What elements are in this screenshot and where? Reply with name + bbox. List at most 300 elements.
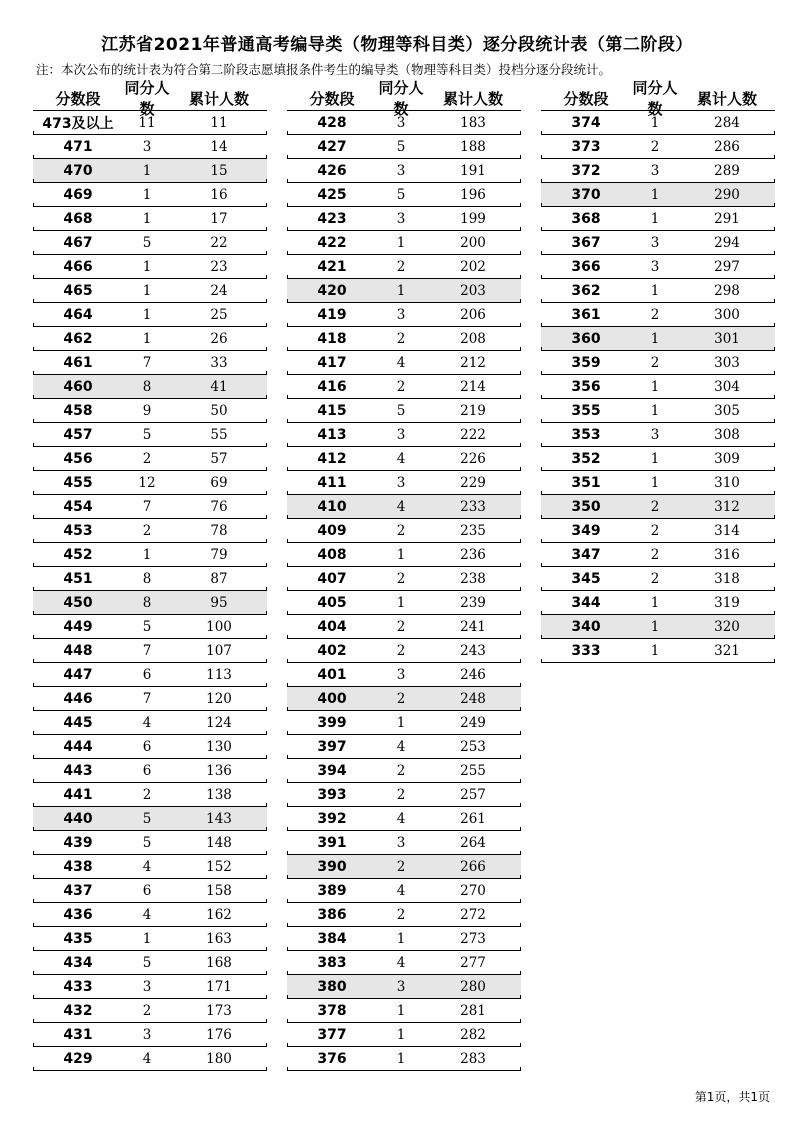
same-count-cell: 3 xyxy=(396,114,406,131)
score-cell: 416 xyxy=(317,378,347,395)
cumulative-count-cell: 143 xyxy=(206,810,232,827)
table-row xyxy=(33,807,267,831)
same-count-cell: 7 xyxy=(142,354,152,371)
cumulative-count-cell: 291 xyxy=(714,210,740,227)
table-row xyxy=(33,1023,267,1047)
score-cell: 471 xyxy=(63,138,93,155)
cumulative-count-cell: 124 xyxy=(206,714,232,731)
table-row xyxy=(287,207,521,231)
score-cell: 466 xyxy=(63,258,93,275)
table-row xyxy=(33,615,267,639)
same-count-cell: 1 xyxy=(650,282,660,299)
cumulative-count-cell: 24 xyxy=(210,282,228,299)
same-count-cell: 1 xyxy=(142,930,152,947)
cumulative-count-cell: 25 xyxy=(210,306,228,323)
same-count-cell: 2 xyxy=(396,786,406,803)
cumulative-count-cell: 222 xyxy=(460,426,486,443)
table-row xyxy=(287,327,521,351)
cumulative-count-cell: 202 xyxy=(460,258,486,275)
cumulative-count-cell: 303 xyxy=(714,354,740,371)
cumulative-count-cell: 266 xyxy=(460,858,486,875)
same-count-cell: 3 xyxy=(650,162,660,179)
score-cell: 399 xyxy=(317,714,347,731)
cumulative-count-cell: 235 xyxy=(460,522,486,539)
table-row xyxy=(287,639,521,663)
score-cell: 389 xyxy=(317,882,347,899)
table-row xyxy=(287,927,521,951)
cumulative-count-cell: 14 xyxy=(210,138,228,155)
table-row xyxy=(541,591,775,615)
same-count-cell: 1 xyxy=(142,186,152,203)
cumulative-count-cell: 255 xyxy=(460,762,486,779)
score-cell: 426 xyxy=(317,162,347,179)
cumulative-count-cell: 16 xyxy=(210,186,228,203)
table-row xyxy=(33,495,267,519)
table-row xyxy=(33,231,267,255)
table-row xyxy=(33,447,267,471)
score-cell: 419 xyxy=(317,306,347,323)
table-row xyxy=(33,207,267,231)
table-row xyxy=(287,591,521,615)
cumulative-count-cell: 26 xyxy=(210,330,228,347)
cumulative-count-cell: 15 xyxy=(210,162,228,179)
score-cell: 362 xyxy=(571,282,601,299)
same-count-cell: 3 xyxy=(396,306,406,323)
cumulative-count-cell: 241 xyxy=(460,618,486,635)
same-count-cell: 3 xyxy=(396,978,406,995)
table-row xyxy=(287,735,521,759)
table-row xyxy=(541,519,775,543)
same-count-cell: 3 xyxy=(650,258,660,275)
score-cell: 446 xyxy=(63,690,93,707)
cumulative-count-cell: 300 xyxy=(714,306,740,323)
header-score: 分数段 xyxy=(563,89,609,108)
score-cell: 360 xyxy=(571,330,601,347)
cumulative-count-cell: 298 xyxy=(714,282,740,299)
same-count-cell: 4 xyxy=(396,810,406,827)
same-count-cell: 3 xyxy=(396,426,406,443)
score-cell: 436 xyxy=(63,906,93,923)
cumulative-count-cell: 320 xyxy=(714,618,740,635)
same-count-cell: 1 xyxy=(650,450,660,467)
same-count-cell: 2 xyxy=(142,522,152,539)
table-row xyxy=(287,279,521,303)
score-cell: 400 xyxy=(317,690,347,707)
table-row xyxy=(33,111,267,135)
table-row xyxy=(33,951,267,975)
table-row xyxy=(541,135,775,159)
score-cell: 377 xyxy=(317,1026,347,1043)
score-cell: 411 xyxy=(317,474,347,491)
cumulative-count-cell: 203 xyxy=(460,282,486,299)
table-row xyxy=(287,471,521,495)
score-cell: 393 xyxy=(317,786,347,803)
score-cell: 340 xyxy=(571,618,601,635)
same-count-cell: 2 xyxy=(396,618,406,635)
same-count-cell: 1 xyxy=(650,618,660,635)
score-cell: 349 xyxy=(571,522,601,539)
same-count-cell: 8 xyxy=(142,570,152,587)
score-cell: 470 xyxy=(63,162,93,179)
table-row xyxy=(287,447,521,471)
same-count-cell: 1 xyxy=(142,162,152,179)
score-cell: 456 xyxy=(63,450,93,467)
table-row xyxy=(33,711,267,735)
cumulative-count-cell: 22 xyxy=(210,234,228,251)
score-cell: 460 xyxy=(63,378,93,395)
same-count-cell: 9 xyxy=(142,402,152,419)
page-footer: 第1页，共1页 xyxy=(694,1090,770,1104)
score-cell: 351 xyxy=(571,474,601,491)
same-count-cell: 1 xyxy=(650,594,660,611)
same-count-cell: 5 xyxy=(396,138,406,155)
header-same: 同分人数 xyxy=(378,79,424,118)
header-score: 分数段 xyxy=(55,89,101,108)
cumulative-count-cell: 113 xyxy=(206,666,232,683)
table-row xyxy=(541,183,775,207)
cumulative-count-cell: 17 xyxy=(210,210,228,227)
table-row xyxy=(33,855,267,879)
same-count-cell: 1 xyxy=(396,594,406,611)
same-count-cell: 5 xyxy=(142,426,152,443)
same-count-cell: 6 xyxy=(142,666,152,683)
table-row xyxy=(33,1047,267,1071)
same-count-cell: 4 xyxy=(396,954,406,971)
score-cell: 421 xyxy=(317,258,347,275)
same-count-cell: 2 xyxy=(142,1002,152,1019)
table-row xyxy=(33,255,267,279)
score-cell: 437 xyxy=(63,882,93,899)
cumulative-count-cell: 289 xyxy=(714,162,740,179)
score-cell: 440 xyxy=(63,810,93,827)
table-row xyxy=(287,807,521,831)
same-count-cell: 2 xyxy=(396,330,406,347)
score-cell: 427 xyxy=(317,138,347,155)
same-count-cell: 1 xyxy=(650,474,660,491)
cumulative-count-cell: 281 xyxy=(460,1002,486,1019)
table-row xyxy=(33,183,267,207)
cumulative-count-cell: 314 xyxy=(714,522,740,539)
table-column-1 xyxy=(33,79,267,1071)
score-cell: 468 xyxy=(63,210,93,227)
score-cell: 407 xyxy=(317,570,347,587)
same-count-cell: 2 xyxy=(396,258,406,275)
same-count-cell: 4 xyxy=(142,906,152,923)
same-count-cell: 5 xyxy=(396,402,406,419)
cumulative-count-cell: 229 xyxy=(460,474,486,491)
score-cell: 432 xyxy=(63,1002,93,1019)
table-row xyxy=(33,375,267,399)
cumulative-count-cell: 107 xyxy=(206,642,232,659)
cumulative-count-cell: 69 xyxy=(210,474,228,491)
score-cell: 445 xyxy=(63,714,93,731)
cumulative-count-cell: 173 xyxy=(206,1002,232,1019)
cumulative-count-cell: 76 xyxy=(210,498,228,515)
score-cell: 434 xyxy=(63,954,93,971)
same-count-cell: 4 xyxy=(142,714,152,731)
score-cell: 413 xyxy=(317,426,347,443)
table-row xyxy=(541,111,775,135)
same-count-cell: 1 xyxy=(396,930,406,947)
table-row xyxy=(287,159,521,183)
table-row xyxy=(287,375,521,399)
cumulative-count-cell: 87 xyxy=(210,570,228,587)
cumulative-count-cell: 246 xyxy=(460,666,486,683)
score-cell: 370 xyxy=(571,186,601,203)
same-count-cell: 3 xyxy=(396,210,406,227)
same-count-cell: 1 xyxy=(142,210,152,227)
table-row xyxy=(33,975,267,999)
score-cell: 467 xyxy=(63,234,93,251)
table-row xyxy=(541,327,775,351)
score-cell: 383 xyxy=(317,954,347,971)
score-cell: 397 xyxy=(317,738,347,755)
score-cell: 418 xyxy=(317,330,347,347)
table-row xyxy=(33,831,267,855)
cumulative-count-cell: 171 xyxy=(206,978,232,995)
same-count-cell: 3 xyxy=(142,1026,152,1043)
score-cell: 408 xyxy=(317,546,347,563)
score-cell: 422 xyxy=(317,234,347,251)
same-count-cell: 1 xyxy=(650,642,660,659)
cumulative-count-cell: 78 xyxy=(210,522,228,539)
cumulative-count-cell: 176 xyxy=(206,1026,232,1043)
cumulative-count-cell: 290 xyxy=(714,186,740,203)
score-cell: 469 xyxy=(63,186,93,203)
same-count-cell: 3 xyxy=(396,834,406,851)
same-count-cell: 8 xyxy=(142,594,152,611)
table-row xyxy=(33,159,267,183)
same-count-cell: 1 xyxy=(650,186,660,203)
score-cell: 423 xyxy=(317,210,347,227)
table-row xyxy=(541,159,775,183)
same-count-cell: 5 xyxy=(142,954,152,971)
same-count-cell: 3 xyxy=(396,666,406,683)
cumulative-count-cell: 319 xyxy=(714,594,740,611)
score-cell: 359 xyxy=(571,354,601,371)
table-row xyxy=(541,615,775,639)
score-cell: 367 xyxy=(571,234,601,251)
same-count-cell: 2 xyxy=(396,642,406,659)
same-count-cell: 4 xyxy=(396,354,406,371)
table-row xyxy=(541,447,775,471)
score-cell: 439 xyxy=(63,834,93,851)
same-count-cell: 1 xyxy=(650,402,660,419)
score-cell: 352 xyxy=(571,450,601,467)
table-row xyxy=(287,543,521,567)
table-header xyxy=(33,79,267,118)
cumulative-count-cell: 180 xyxy=(206,1050,232,1067)
same-count-cell: 6 xyxy=(142,762,152,779)
score-cell: 452 xyxy=(63,546,93,563)
cumulative-count-cell: 272 xyxy=(460,906,486,923)
cumulative-count-cell: 11 xyxy=(210,114,228,131)
table-rows xyxy=(541,111,775,663)
table-header xyxy=(287,79,521,118)
score-cell: 394 xyxy=(317,762,347,779)
cumulative-count-cell: 148 xyxy=(206,834,232,851)
table-row xyxy=(33,927,267,951)
score-cell: 384 xyxy=(317,930,347,947)
cumulative-count-cell: 305 xyxy=(714,402,740,419)
cumulative-count-cell: 206 xyxy=(460,306,486,323)
score-cell: 441 xyxy=(63,786,93,803)
table-row xyxy=(33,351,267,375)
table-row xyxy=(541,279,775,303)
cumulative-count-cell: 286 xyxy=(714,138,740,155)
table-row xyxy=(541,639,775,663)
table-row xyxy=(287,783,521,807)
cumulative-count-cell: 233 xyxy=(460,498,486,515)
same-count-cell: 2 xyxy=(396,906,406,923)
score-cell: 401 xyxy=(317,666,347,683)
score-cell: 405 xyxy=(317,594,347,611)
same-count-cell: 1 xyxy=(650,210,660,227)
table-row xyxy=(287,303,521,327)
cumulative-count-cell: 310 xyxy=(714,474,740,491)
same-count-cell: 2 xyxy=(650,354,660,371)
score-cell: 347 xyxy=(571,546,601,563)
same-count-cell: 2 xyxy=(396,522,406,539)
score-cell: 380 xyxy=(317,978,347,995)
table-header xyxy=(541,79,775,118)
table-row xyxy=(33,543,267,567)
table-row xyxy=(541,303,775,327)
table-row xyxy=(287,879,521,903)
table-row xyxy=(287,711,521,735)
same-count-cell: 1 xyxy=(396,234,406,251)
table-note: 注：本次公布的统计表为符合第二阶段志愿填报条件考生的编导类（物理等科目类）投档分逐分段统计。 xyxy=(36,62,612,77)
score-cell: 428 xyxy=(317,114,347,131)
same-count-cell: 5 xyxy=(142,810,152,827)
score-cell: 462 xyxy=(63,330,93,347)
same-count-cell: 4 xyxy=(142,858,152,875)
cumulative-count-cell: 264 xyxy=(460,834,486,851)
score-cell: 431 xyxy=(63,1026,93,1043)
cumulative-count-cell: 312 xyxy=(714,498,740,515)
score-cell: 438 xyxy=(63,858,93,875)
score-cell: 410 xyxy=(317,498,347,515)
score-cell: 344 xyxy=(571,594,601,611)
table-row xyxy=(287,855,521,879)
same-count-cell: 1 xyxy=(396,546,406,563)
table-row xyxy=(541,423,775,447)
cumulative-count-cell: 50 xyxy=(210,402,228,419)
same-count-cell: 2 xyxy=(650,498,660,515)
cumulative-count-cell: 41 xyxy=(210,378,228,395)
cumulative-count-cell: 162 xyxy=(206,906,232,923)
score-cell: 465 xyxy=(63,282,93,299)
cumulative-count-cell: 226 xyxy=(460,450,486,467)
cumulative-count-cell: 208 xyxy=(460,330,486,347)
table-row xyxy=(287,951,521,975)
same-count-cell: 1 xyxy=(396,282,406,299)
header-cumulative: 累计人数 xyxy=(696,89,757,108)
same-count-cell: 2 xyxy=(650,138,660,155)
score-cell: 356 xyxy=(571,378,601,395)
score-cell: 435 xyxy=(63,930,93,947)
score-cell: 372 xyxy=(571,162,601,179)
table-row xyxy=(287,183,521,207)
same-count-cell: 1 xyxy=(396,1002,406,1019)
table-row xyxy=(33,567,267,591)
table-row xyxy=(287,1047,521,1071)
score-cell: 368 xyxy=(571,210,601,227)
table-row xyxy=(33,279,267,303)
table-row xyxy=(287,519,521,543)
header-same: 同分人数 xyxy=(632,79,678,118)
table-row xyxy=(33,687,267,711)
table-row xyxy=(33,423,267,447)
cumulative-count-cell: 294 xyxy=(714,234,740,251)
same-count-cell: 5 xyxy=(142,834,152,851)
table-rows xyxy=(33,111,267,1071)
score-cell: 454 xyxy=(63,498,93,515)
score-cell: 345 xyxy=(571,570,601,587)
cumulative-count-cell: 183 xyxy=(460,114,486,131)
score-cell: 402 xyxy=(317,642,347,659)
table-row xyxy=(33,399,267,423)
table-row xyxy=(287,975,521,999)
header-cumulative: 累计人数 xyxy=(442,89,503,108)
score-cell: 420 xyxy=(317,282,347,299)
table-row xyxy=(287,1023,521,1047)
cumulative-count-cell: 200 xyxy=(460,234,486,251)
score-cell: 425 xyxy=(317,186,347,203)
table-row xyxy=(33,783,267,807)
cumulative-count-cell: 316 xyxy=(714,546,740,563)
table-row xyxy=(33,471,267,495)
same-count-cell: 1 xyxy=(142,330,152,347)
same-count-cell: 1 xyxy=(142,546,152,563)
score-cell: 386 xyxy=(317,906,347,923)
table-row xyxy=(287,135,521,159)
table-row xyxy=(33,999,267,1023)
table-row xyxy=(287,999,521,1023)
page-title: 江苏省2021年普通高考编导类（物理等科目类）逐分段统计表（第二阶段） xyxy=(101,35,693,55)
same-count-cell: 7 xyxy=(142,690,152,707)
score-cell: 461 xyxy=(63,354,93,371)
cumulative-count-cell: 321 xyxy=(714,642,740,659)
same-count-cell: 5 xyxy=(396,186,406,203)
same-count-cell: 1 xyxy=(650,330,660,347)
cumulative-count-cell: 277 xyxy=(460,954,486,971)
table-row xyxy=(541,543,775,567)
table-row xyxy=(541,207,775,231)
same-count-cell: 3 xyxy=(142,978,152,995)
cumulative-count-cell: 57 xyxy=(210,450,228,467)
cumulative-count-cell: 168 xyxy=(206,954,232,971)
same-count-cell: 12 xyxy=(138,474,156,491)
score-cell: 376 xyxy=(317,1050,347,1067)
cumulative-count-cell: 196 xyxy=(460,186,486,203)
table-row xyxy=(287,111,521,135)
cumulative-count-cell: 100 xyxy=(206,618,232,635)
header-score: 分数段 xyxy=(309,89,355,108)
cumulative-count-cell: 130 xyxy=(206,738,232,755)
table-row xyxy=(541,351,775,375)
same-count-cell: 4 xyxy=(396,882,406,899)
cumulative-count-cell: 282 xyxy=(460,1026,486,1043)
same-count-cell: 6 xyxy=(142,882,152,899)
table-row xyxy=(287,423,521,447)
cumulative-count-cell: 158 xyxy=(206,882,232,899)
score-cell: 415 xyxy=(317,402,347,419)
same-count-cell: 3 xyxy=(396,162,406,179)
score-cell: 429 xyxy=(63,1050,93,1067)
table-row xyxy=(287,903,521,927)
cumulative-count-cell: 199 xyxy=(460,210,486,227)
